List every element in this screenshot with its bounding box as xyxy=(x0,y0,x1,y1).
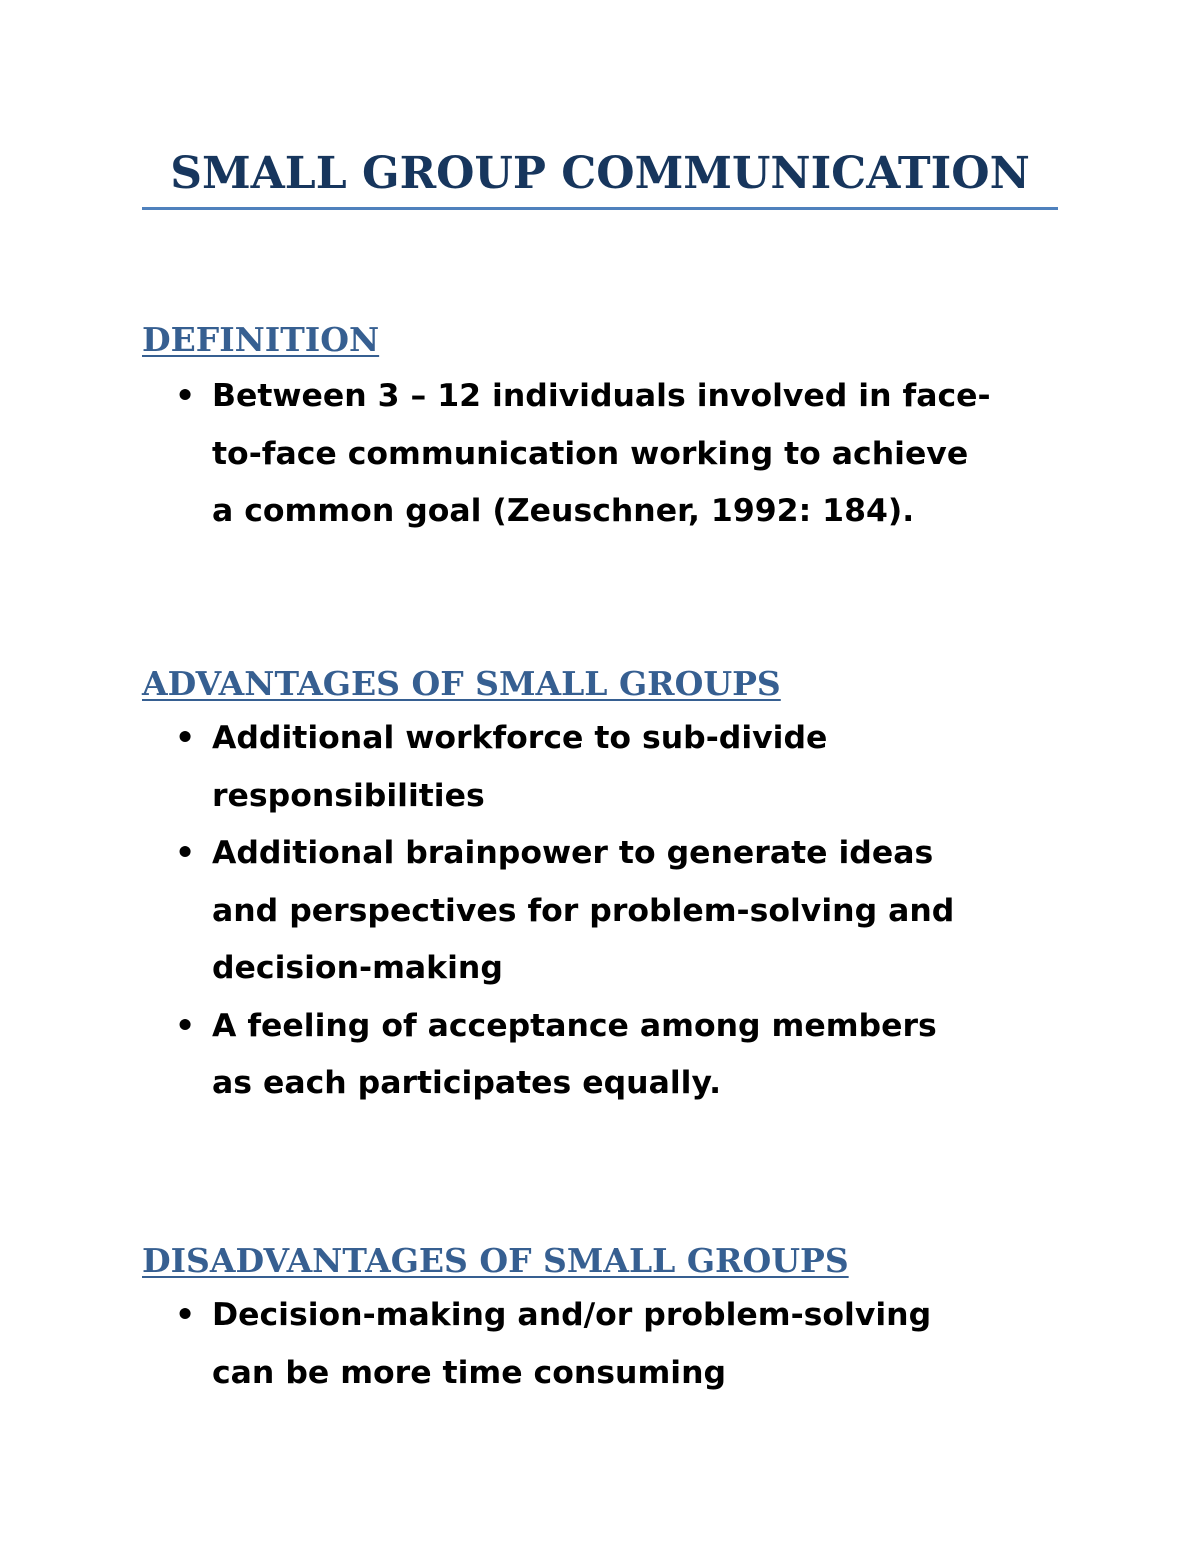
list-item xyxy=(175,1287,1072,1402)
list-item-line: Between 3 – 12 individuals involved in face- xyxy=(212,378,991,414)
list-item-line: Additional brainpower to generate ideas xyxy=(212,835,934,871)
list-item-line: a common goal (Zeuschner, 1992: 184). xyxy=(212,493,915,529)
list-item xyxy=(175,710,1072,825)
page-title: SMALL GROUP COMMUNICATION xyxy=(170,148,1030,199)
list-item-line: decision-making xyxy=(212,950,503,986)
title-underline-rule xyxy=(142,207,1058,210)
list-item-line: to-face communication working to achieve xyxy=(212,435,969,472)
list-item-line: Decision-making and/or problem-solving xyxy=(212,1297,932,1333)
list-item-line: responsibilities xyxy=(212,777,485,814)
list-item-line: and perspectives for problem-solving and xyxy=(212,892,955,929)
list-item xyxy=(175,825,1072,998)
bullet-icon: • xyxy=(175,1007,196,1044)
definition-list xyxy=(175,368,1072,541)
list-item-line: Additional workforce to sub-divide xyxy=(212,720,828,756)
list-item-line: A feeling of acceptance among members xyxy=(212,1007,937,1044)
list-item-line: can be more time consuming xyxy=(212,1354,727,1391)
list-item xyxy=(175,998,1072,1113)
heading-disadvantages: DISADVANTAGES OF SMALL GROUPS xyxy=(142,1241,849,1280)
bullet-icon: • xyxy=(175,1297,196,1333)
bullet-icon: • xyxy=(175,720,196,756)
bullet-icon: • xyxy=(175,378,196,414)
list-item-line: as each participates equally. xyxy=(212,1065,722,1101)
bullet-icon: • xyxy=(175,835,196,871)
heading-advantages: ADVANTAGES OF SMALL GROUPS xyxy=(142,664,781,703)
heading-definition: DEFINITION xyxy=(142,320,380,359)
advantages-list xyxy=(175,710,1072,1113)
list-item xyxy=(175,368,1072,541)
disadvantages-list xyxy=(175,1287,1072,1402)
